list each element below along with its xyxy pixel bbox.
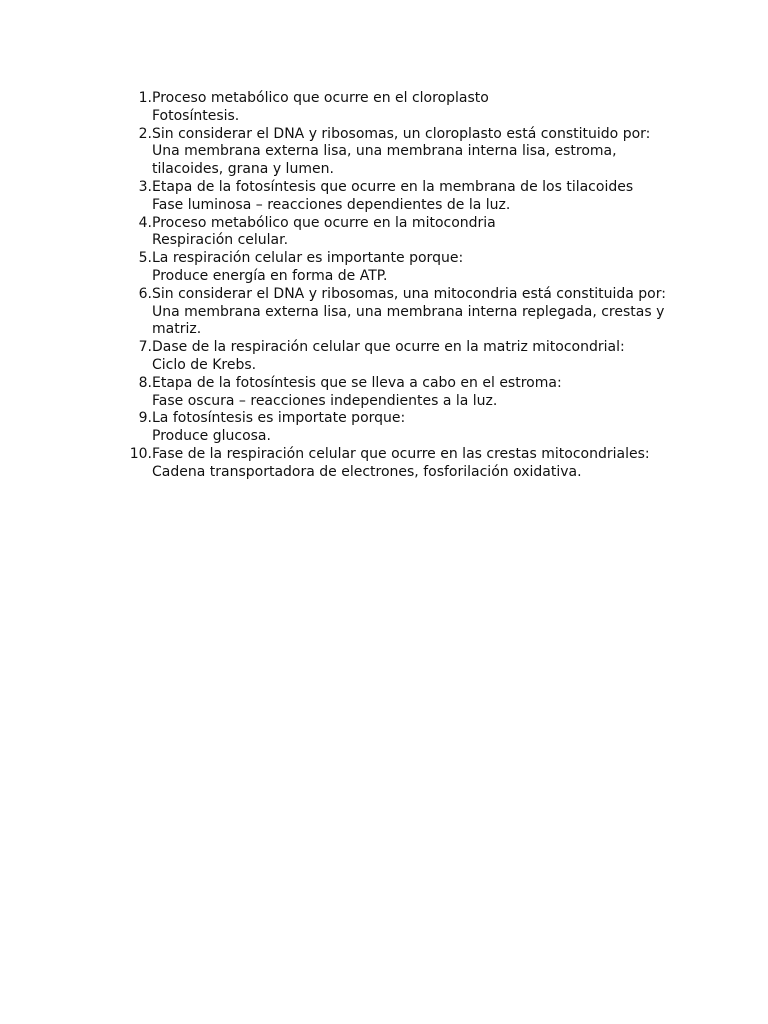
item-question: Sin considerar el DNA y ribosomas, una mitocondria está constituida por: [152,285,666,302]
item-answer: Cadena transportadora de electrones, fosforilación oxidativa. [152,463,582,480]
item-answer: Fase oscura – reacciones independientes a la luz. [152,392,498,409]
item-body [152,179,688,215]
list-item [128,250,688,286]
item-body [152,339,688,375]
list-item [128,375,688,411]
item-body [152,446,688,482]
item-answer: Una membrana externa lisa, una membrana interna lisa, estroma, tilacoides, grana y lumen. [152,143,617,178]
item-body [152,410,688,446]
list-item [128,126,688,179]
item-question: La fotosíntesis es importate porque: [152,410,406,427]
list-item [128,339,688,375]
item-number: 9. [138,410,152,427]
item-answer: Fase luminosa – reacciones dependientes de la luz. [152,196,511,213]
item-body [152,215,688,251]
item-answer: Fotosíntesis. [152,107,240,124]
item-number: 4. [138,214,152,231]
item-question: Etapa de la fotosíntesis que ocurre en la membrana de los tilacoides [152,178,634,195]
list-item [128,215,688,251]
list-item [128,90,688,126]
item-body [152,90,688,126]
list-item [128,179,688,215]
item-answer: Produce energía en forma de ATP. [152,267,388,284]
list-item [128,446,688,482]
item-question: Proceso metabólico que ocurre en el cloroplasto [152,90,489,106]
item-body [152,375,688,411]
item-question: Sin considerar el DNA y ribosomas, un cloroplasto está constituido por: [152,125,651,142]
item-answer: Produce glucosa. [152,428,271,445]
item-answer: Respiración celular. [152,232,289,249]
question-list [128,90,688,482]
list-item [128,410,688,446]
item-question: Fase de la respiración celular que ocurre en las crestas mitocondriales: [152,445,650,462]
item-answer: Ciclo de Krebs. [152,356,257,373]
item-question: Dase de la respiración celular que ocurre en la matriz mitocondrial: [152,339,625,356]
item-number: 5. [138,250,152,267]
item-body [152,286,688,339]
item-answer: Una membrana externa lisa, una membrana interna replegada, crestas y matriz. [152,303,665,338]
item-number: 10. [129,445,152,462]
item-question: Proceso metabólico que ocurre en la mitocondria [152,214,496,231]
item-number: 1. [138,90,152,106]
item-number: 3. [138,178,152,195]
item-number: 6. [138,285,152,302]
item-question: La respiración celular es importante porque: [152,250,464,267]
item-number: 8. [138,374,152,391]
item-question: Etapa de la fotosíntesis que se lleva a cabo en el estroma: [152,374,562,391]
item-body [152,126,688,179]
item-body [152,250,688,286]
item-number: 2. [138,125,152,142]
item-number: 7. [138,339,152,356]
list-item [128,286,688,339]
